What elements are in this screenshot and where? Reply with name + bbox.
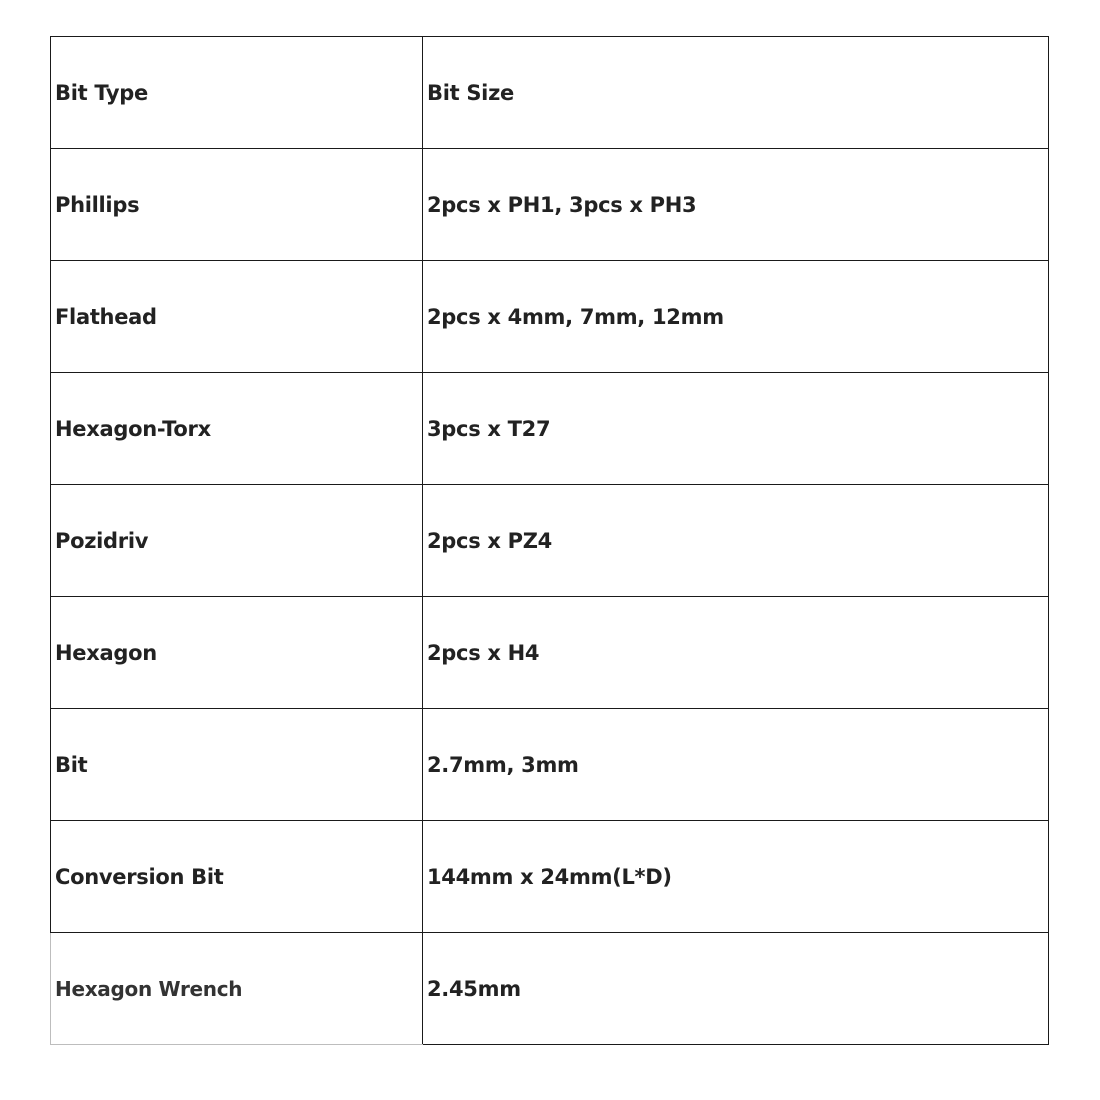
table-row <box>51 149 1049 261</box>
bit-type-cell: Conversion Bit <box>51 821 423 933</box>
bit-type-cell: Phillips <box>51 149 423 261</box>
table-row <box>51 485 1049 597</box>
bit-size-cell: 2.7mm, 3mm <box>423 709 1049 821</box>
table-row <box>51 821 1049 933</box>
bit-size-cell: 2.45mm <box>423 933 1049 1045</box>
bit-spec-table <box>50 36 1049 1045</box>
bit-size-cell: 2pcs x H4 <box>423 597 1049 709</box>
bit-size-cell: 2pcs x 4mm, 7mm, 12mm <box>423 261 1049 373</box>
bit-type-cell: Bit <box>51 709 423 821</box>
bit-type-cell: Hexagon Wrench <box>51 933 423 1045</box>
bit-type-cell: Hexagon <box>51 597 423 709</box>
header-bit-size: Bit Size <box>423 37 1049 149</box>
bit-size-cell: 144mm x 24mm(L*D) <box>423 821 1049 933</box>
table-row <box>51 261 1049 373</box>
table-row <box>51 709 1049 821</box>
bit-size-cell: 3pcs x T27 <box>423 373 1049 485</box>
bit-size-cell: 2pcs x PZ4 <box>423 485 1049 597</box>
bit-size-cell: 2pcs x PH1, 3pcs x PH3 <box>423 149 1049 261</box>
table-row <box>51 933 1049 1045</box>
table-header-row <box>51 37 1049 149</box>
table-row <box>51 597 1049 709</box>
bit-type-cell: Hexagon-Torx <box>51 373 423 485</box>
bit-type-cell: Flathead <box>51 261 423 373</box>
table-row <box>51 373 1049 485</box>
bit-type-cell: Pozidriv <box>51 485 423 597</box>
header-bit-type: Bit Type <box>51 37 423 149</box>
